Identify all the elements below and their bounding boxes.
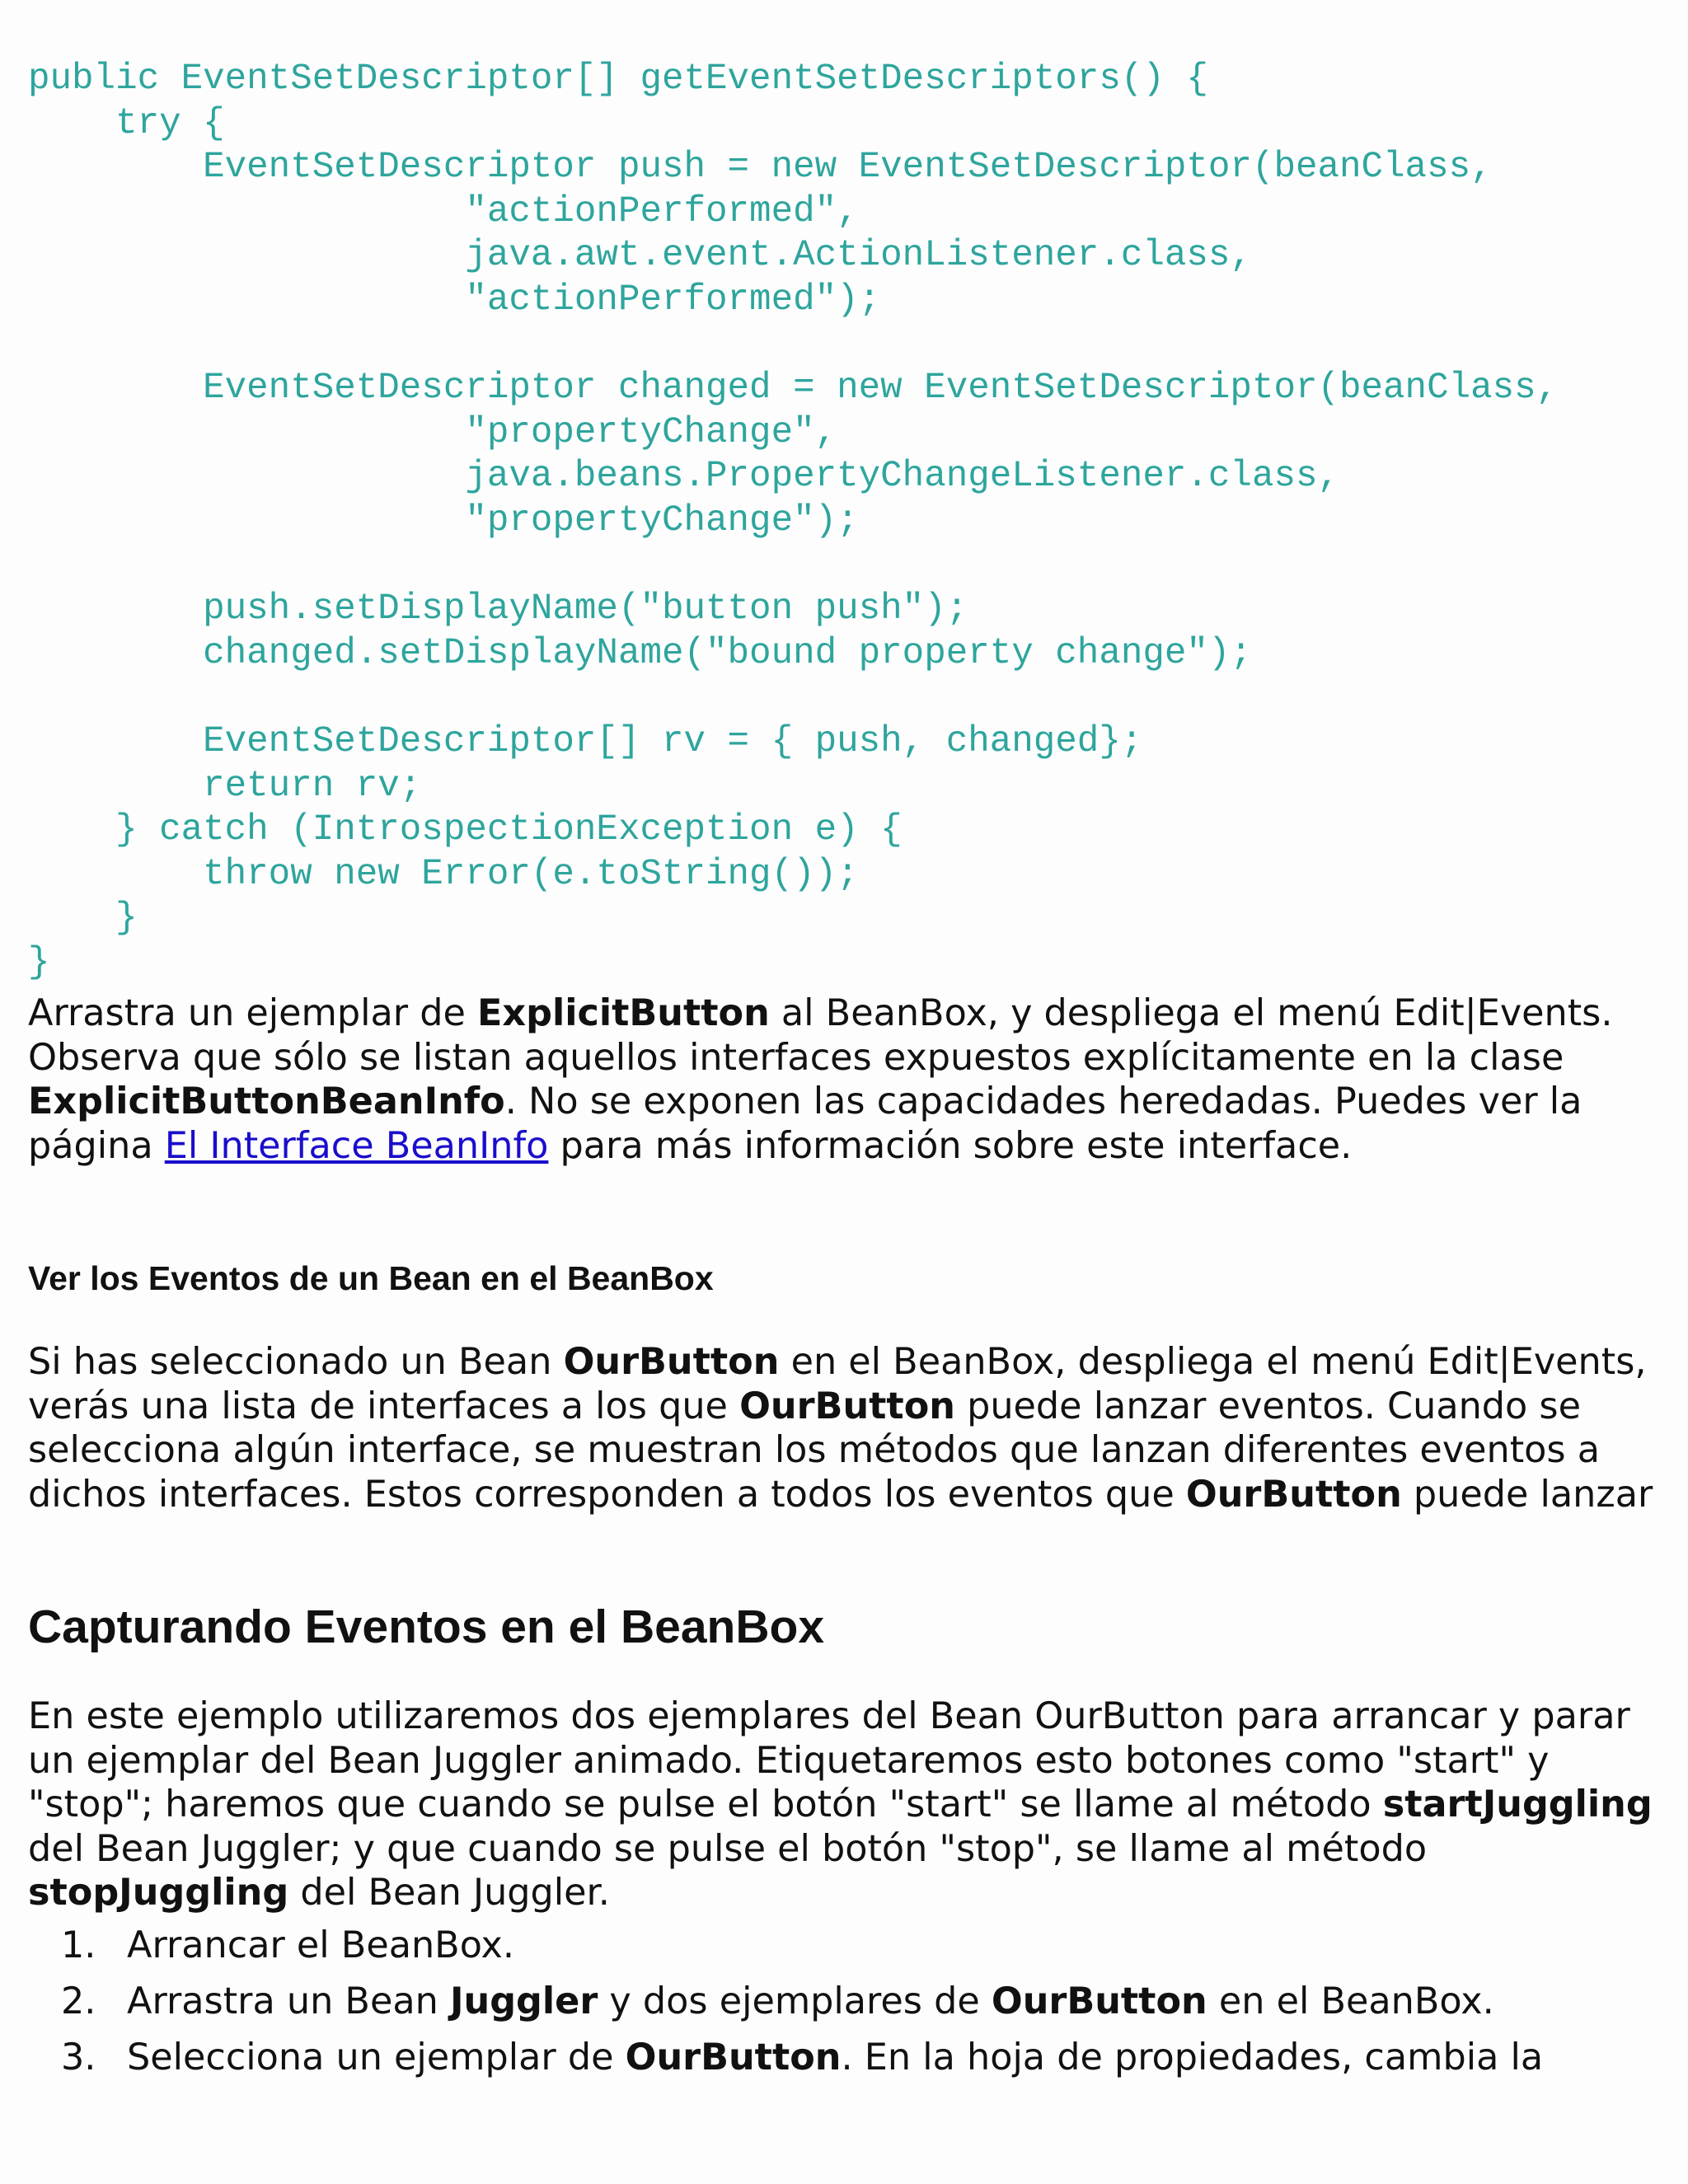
code-line: throw new Error(e.toString()); bbox=[28, 853, 859, 895]
class-name: OurButton bbox=[991, 1980, 1207, 2022]
text-run: puede lanzar eventos. Cuando se selecciona algún interface, se muestran los métodos que lanzan diferentes eventos a dichos interfaces. Estos corresponden a todos los eventos que bbox=[28, 1385, 1601, 1516]
text-run: Arrastra un Bean bbox=[127, 1980, 450, 2022]
class-name: OurButton bbox=[739, 1385, 955, 1427]
paragraph-juggler-example bbox=[28, 1694, 1668, 1915]
text-run: y dos ejemplares de bbox=[598, 1980, 992, 2022]
class-name: Juggler bbox=[449, 1980, 598, 2022]
text-run: para más información sobre este interface. bbox=[548, 1124, 1353, 1167]
text-run: del Bean Juggler. bbox=[288, 1872, 610, 1914]
text-run: Selecciona un ejemplar de bbox=[127, 2036, 626, 2079]
code-line: push.setDisplayName("button push"); bbox=[28, 588, 968, 630]
code-line: public EventSetDescriptor[] getEventSetDescriptors() { bbox=[28, 59, 1208, 100]
code-line: } bbox=[28, 941, 50, 983]
list-number: 3. bbox=[61, 2036, 96, 2079]
code-block bbox=[28, 58, 1558, 985]
text-run: en el BeanBox, despliega el menú Edit|Events, verás una lista de interfaces a los que bbox=[28, 1341, 1647, 1427]
class-name: OurButton bbox=[1185, 1473, 1402, 1516]
code-line: "actionPerformed"); bbox=[28, 279, 881, 321]
code-line: } bbox=[28, 898, 138, 940]
text-run: En este ejemplo utilizaremos dos ejemplares del Bean OurButton para arrancar y parar un ejemplar del Bean Juggler animado. Etiquetaremos esto botones como "start" y "stop"; haremos que cuando se pulse el botón "start" se llame al método bbox=[28, 1695, 1630, 1825]
text-run: en el BeanBox. bbox=[1207, 1980, 1494, 2022]
class-name: ExplicitButtonBeanInfo bbox=[28, 1080, 505, 1122]
section-heading-capture: Capturando Eventos en el BeanBox bbox=[28, 1601, 825, 1653]
text-run: Si has seleccionado un Bean bbox=[28, 1341, 564, 1383]
class-name: ExplicitButton bbox=[476, 992, 770, 1034]
text-run: puede lanzar bbox=[1401, 1473, 1653, 1516]
class-name: OurButton bbox=[625, 2036, 842, 2079]
list-item bbox=[28, 1924, 1668, 1980]
text-run: Arrancar el BeanBox. bbox=[127, 1924, 515, 1966]
code-line: try { bbox=[28, 102, 225, 144]
code-line: "actionPerformed", bbox=[28, 190, 859, 232]
code-line: EventSetDescriptor push = new EventSetDescriptor(beanClass, bbox=[28, 147, 1493, 189]
text-run: al BeanBox, y despliega el menú Edit|Events. Observa que sólo se listan aquellos interfaces expuestos explícitamente en la clase bbox=[28, 992, 1613, 1079]
code-line: } catch (IntrospectionException e) { bbox=[28, 809, 903, 851]
list-item bbox=[28, 2036, 1668, 2092]
class-name: OurButton bbox=[563, 1341, 780, 1383]
text-run: . En la hoja de propiedades, cambia la bbox=[841, 2036, 1544, 2079]
code-line: java.awt.event.ActionListener.class, bbox=[28, 235, 1252, 277]
list-number: 1. bbox=[61, 1924, 96, 1966]
code-line bbox=[28, 323, 1558, 368]
list-number: 2. bbox=[61, 1980, 96, 2022]
steps-list bbox=[28, 1924, 1668, 2092]
method-name: stopJuggling bbox=[28, 1872, 289, 1914]
code-line: "propertyChange"); bbox=[28, 499, 859, 541]
method-name: startJuggling bbox=[1382, 1783, 1653, 1825]
code-line: changed.setDisplayName("bound property change"); bbox=[28, 632, 1252, 674]
paragraph-explicit-button bbox=[28, 991, 1668, 1168]
code-line: EventSetDescriptor changed = new EventSetDescriptor(beanClass, bbox=[28, 368, 1559, 410]
code-line: EventSetDescriptor[] rv = { push, changed}; bbox=[28, 720, 1143, 762]
beaninfo-link[interactable]: El Interface BeanInfo bbox=[164, 1124, 549, 1167]
code-line bbox=[28, 544, 1558, 588]
code-line bbox=[28, 676, 1558, 720]
section-heading-events: Ver los Eventos de un Bean en el BeanBox bbox=[28, 1259, 714, 1297]
paragraph-ourbutton-events bbox=[28, 1340, 1668, 1516]
code-line: "propertyChange", bbox=[28, 411, 837, 453]
code-line: java.beans.PropertyChangeListener.class, bbox=[28, 456, 1340, 498]
text-run: . No se exponen las capacidades heredadas. Puedes ver la página bbox=[28, 1080, 1582, 1167]
list-item bbox=[28, 1980, 1668, 2036]
text-run: Arrastra un ejemplar de bbox=[28, 992, 477, 1034]
code-line: return rv; bbox=[28, 765, 422, 807]
text-run: del Bean Juggler; y que cuando se pulse el botón "stop", se llame al método bbox=[28, 1827, 1428, 1870]
